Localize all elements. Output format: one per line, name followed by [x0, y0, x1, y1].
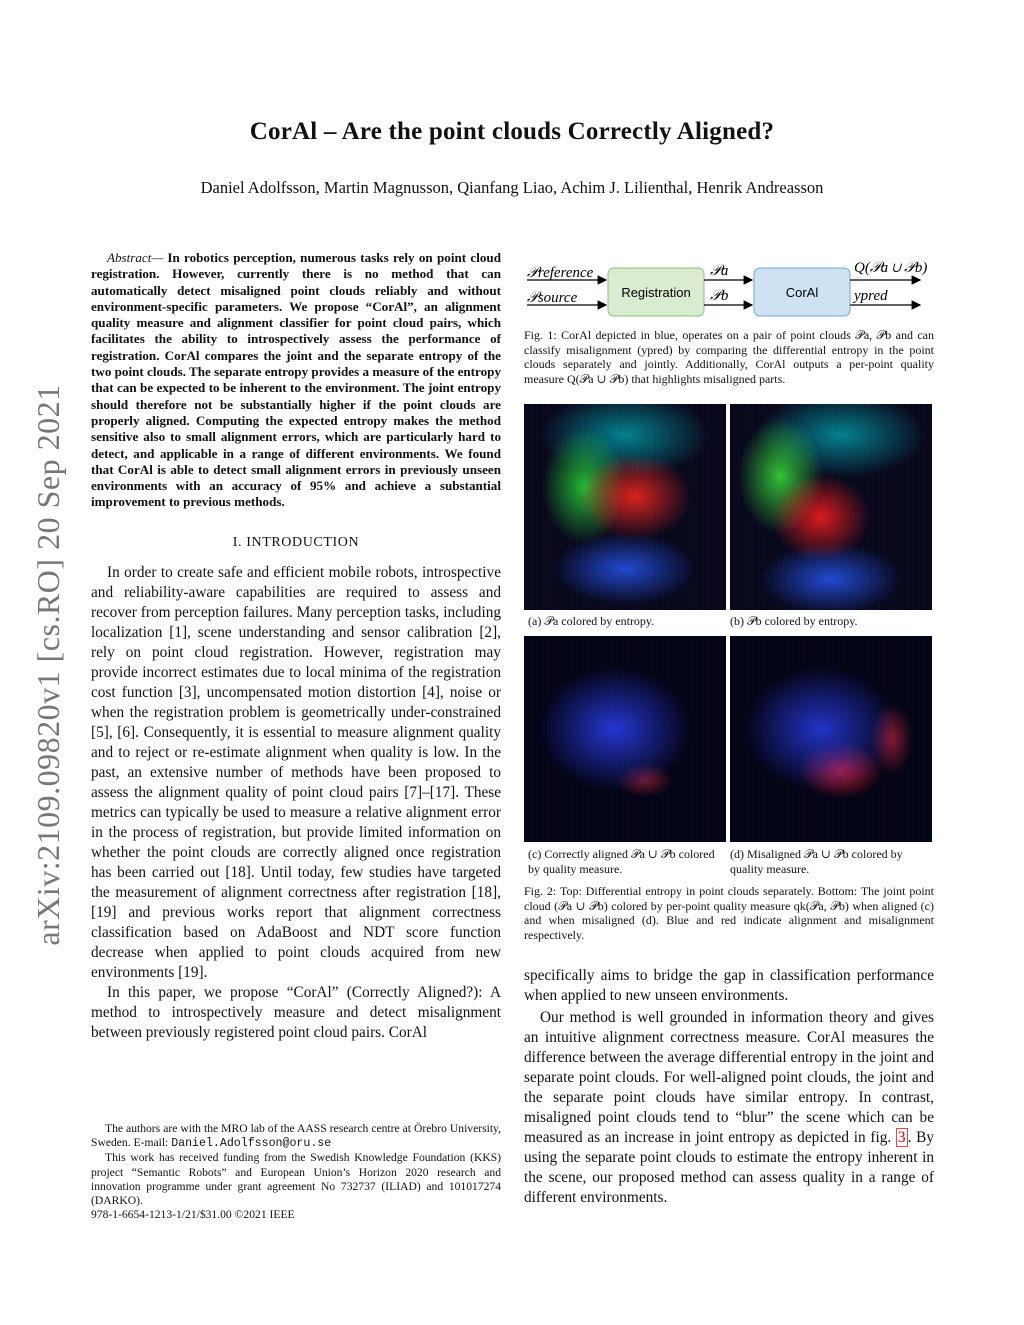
input-source-label: 𝒫source: [527, 290, 578, 306]
fig2b-image: [730, 404, 932, 610]
fig2b-caption: (b) 𝒫b colored by entropy.: [730, 614, 858, 628]
arxiv-stamp: [30, 384, 66, 946]
copyright-line: 978-1-6654-1213-1/21/$31.00 ©2021 IEEE: [91, 1208, 295, 1222]
output-b-label: 𝒫b: [710, 288, 729, 304]
output-q-label: Q(𝒫a ∪ 𝒫b): [854, 260, 928, 276]
arxiv-id: arXiv:2109.09820v1 [cs.RO] 20 Sep 2021: [30, 384, 66, 946]
output-y-label: ypred: [854, 288, 888, 304]
fig2c-image: [524, 636, 726, 842]
fig1-diagram: [524, 250, 936, 325]
fig2a-caption: (a) 𝒫a colored by entropy.: [528, 614, 655, 628]
coral-label: CorAl: [785, 285, 819, 300]
footnote-affiliation: The authors are with the MRO lab of the AASS research centre at Örebro University, Sweden. E-mail: Daniel.Adolfsson@oru.se: [91, 1122, 501, 1151]
abstract-text: In robotics perception, numerous tasks rely on point cloud registration. However, currently there is no method that can automatically detect misaligned point clouds reliably and without environment-specific parameters. We propose “CorAl”, an alignment quality measure and alignment classifier for point cloud pairs, which facilitates the ability to introspectively assess the performance of registration. CorAl compares the joint and the separate entropy of the two point clouds. The separate entropy provides a measure of the entropy that can be expected to be inherent to the environment. The joint entropy should therefore not be substantially higher if the point clouds are properly aligned. Computing the expected entropy makes the method sensitive also to small alignment errors, which are particularly hard to detect, and applicable in a range of different environments. We found that CorAl is able to detect small alignment errors in previously unseen environments with an accuracy of 95% and achieve a substantial improvement to previous methods.: [91, 250, 501, 510]
fig2-caption: Fig. 2: Top: Differential entropy in point clouds separately. Bottom: The joint point cloud (𝒫a ∪ 𝒫b) colored by per-point quality measure qk(𝒫a, 𝒫b) when aligned (c) and when misaligned (d). Blue and red indicate alignment and misalignment respectively.: [524, 884, 934, 942]
paper-title: CorAl – Are the point clouds Correctly Aligned?: [249, 118, 775, 145]
figure-reference-link[interactable]: 3: [897, 1129, 906, 1146]
registration-label: Registration: [621, 285, 691, 300]
footnote-funding: This work has received funding from the Swedish Knowledge Foundation (KKS) project “Semantic Robots” and European Union’s Horizon 2020 research and innovation programme under grant agreement No 732737 (ILIAD) and 101017274 (DARKO).: [91, 1151, 501, 1208]
intro-paragraph-1: In order to create safe and efficient mobile robots, introspective and reliability-aware capabilities are required to assess and recover from perception failures. Many perception tasks, including localization [1], scene understanding and sensor calibration [2], rely on point cloud registration. However, registration may provide incorrect estimates due to local minima of the registration cost function [3], uncompensated motion distortion [4], noise or when the registration problem is geometrically under-constrained [5], [6]. Consequently, it is essential to measure alignment quality and to reject or re-estimate alignment when quality is low. In the past, an extensive number of methods have been proposed to assess the alignment quality of point cloud pairs [7]–[17]. These metrics can typically be used to measure a relative alignment error in the process of registration, but provide limited information on whether the point clouds are correctly aligned once registration has been carried out [18]. Until today, few studies have targeted the measurement of alignment correctness after registration [18], [19] and previous works report that alignment correctness classification based on AdaBoost and NDT score function decrease when applied to point clouds acquired from new environments [19].: [91, 563, 501, 981]
right-paragraph-2: Our method is well grounded in information theory and gives an intuitive alignment correctness measure. CorAl measures the difference between the average differential entropy in the joint and separate point clouds. For well-aligned point clouds, the joint and the separate point clouds have similar entropy. In contrast, misaligned point clouds tend to “blur” the scene which can be measured as an increase in joint entropy as depicted in fig. 3 . By using the separate point clouds to estimate the entropy inherent in the scene, our proposed method can assess quality in a range of different environments.: [524, 1009, 934, 1206]
author-list: Daniel Adolfsson, Martin Magnusson, Qianfang Liao, Achim J. Lilienthal, Henrik Andreasson: [200, 178, 824, 197]
abstract-label: Abstract: [107, 250, 152, 265]
author-email[interactable]: Daniel.Adolfsson@oru.se: [171, 1137, 332, 1151]
footnotes: [91, 1122, 501, 1222]
fig2a-image: [524, 404, 726, 610]
output-a-label: 𝒫a: [710, 263, 729, 279]
right-paragraph-1: specifically aims to bridge the gap in classification performance when applied to new unseen environments.: [524, 967, 934, 1004]
intro-paragraph-2: In this paper, we propose “CorAl” (Correctly Aligned?): A method to introspectively measure and detect misalignment between previously registered point cloud pairs. CorAl: [91, 983, 501, 1041]
fig1-caption: Fig. 1: CorAl depicted in blue, operates on a pair of point clouds 𝒫a, 𝒫b and can classify misalignment (ypred) by comparing the differential entropy in the point clouds separately and jointly. Additionally, CorAl outputs a per-point quality measure Q(𝒫a ∪ 𝒫b) that highlights misaligned parts.: [524, 328, 934, 386]
left-column: [91, 250, 501, 1043]
right-column-text: [524, 966, 934, 1208]
fig2c-caption: (c) Correctly aligned 𝒫a ∪ 𝒫b colored by quality measure.: [528, 847, 715, 876]
section-heading-introduction: I. INTRODUCTION: [232, 534, 360, 550]
fig2d-caption: (d) Misaligned 𝒫a ∪ 𝒫b colored by quality measure.: [730, 847, 903, 876]
input-reference-label: 𝒫reference: [527, 265, 594, 281]
abstract: Abstract— In robotics perception, numerous tasks rely on point cloud registration. However, currently there is no method that can automatically detect misaligned point clouds reliably and without environment-specific parameters. We propose “CorAl”, an alignment quality measure and alignment classifier for point cloud pairs, which facilitates the ability to introspectively assess the performance of registration. CorAl compares the joint and the separate entropy of the two point clouds. The separate entropy provides a measure of the entropy that can be expected to be inherent to the environment. The joint entropy should therefore not be substantially higher if the point clouds are properly aligned. Computing the expected entropy makes the method sensitive also to small alignment errors, which are particularly hard to detect, and applicable in a range of different environments. We found that CorAl is able to detect small alignment errors in previously unseen environments with an accuracy of 95% and achieve a substantial improvement to previous methods.: [91, 250, 501, 510]
fig2d-image: [730, 636, 932, 842]
